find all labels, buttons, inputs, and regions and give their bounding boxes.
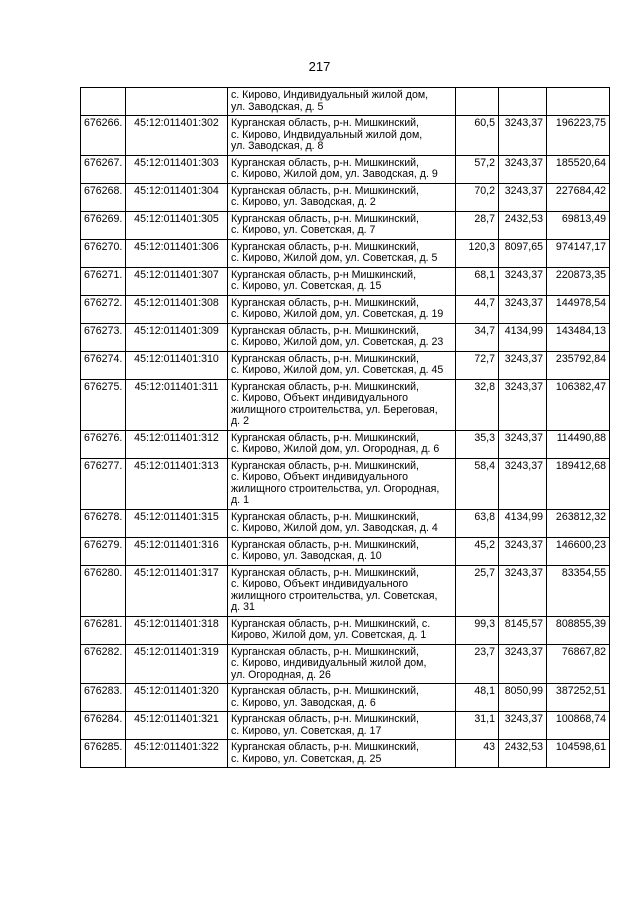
cadastral-number-cell: 45:12:011401:320 xyxy=(126,684,228,712)
address-cell xyxy=(228,565,456,616)
address-line: с. Кирово, Жилой дом, ул. Советская, д. 45 xyxy=(231,364,444,376)
area-cell: 31,1 xyxy=(456,712,499,740)
row-number-cell: 676278. xyxy=(81,509,126,537)
address-line: с. Кирово, Жилой дом, ул. Советская, д. 19 xyxy=(231,308,444,320)
row-number-cell: 676266. xyxy=(81,116,126,156)
area-cell: 44,7 xyxy=(456,295,499,323)
address-line: с. Кирово, Жилой дом, ул. Огородная, д. 6 xyxy=(231,443,440,455)
unit-value-cell: 8097,65 xyxy=(499,239,547,267)
cadastral-number-cell: 45:12:011401:306 xyxy=(126,239,228,267)
area-cell: 63,8 xyxy=(456,509,499,537)
cadastral-number-cell: 45:12:011401:316 xyxy=(126,537,228,565)
cadastral-value-cell: 196223,75 xyxy=(547,116,610,156)
address-line: Курганская область, р-н. Мишкинский, xyxy=(231,117,419,129)
row-number-cell xyxy=(81,88,126,116)
address-cell xyxy=(228,239,456,267)
cadastral-value-cell xyxy=(547,88,610,116)
cadastral-value-cell: 143484,13 xyxy=(547,323,610,351)
row-number-cell: 676268. xyxy=(81,183,126,211)
table-row xyxy=(81,295,610,323)
cadastral-value-cell: 83354,55 xyxy=(547,565,610,616)
address-cell xyxy=(228,684,456,712)
address-line: с. Кирово, ул. Заводская, д. 6 xyxy=(231,696,376,709)
cadastral-number-cell: 45:12:011401:322 xyxy=(126,740,228,768)
address-line: с. Кирово, Индвидуальный жилой дом, xyxy=(231,128,423,141)
cadastral-value-cell: 69813,49 xyxy=(547,211,610,239)
cadastral-number-cell: 45:12:011401:308 xyxy=(126,295,228,323)
cadastral-value-cell: 974147,17 xyxy=(547,239,610,267)
table-row xyxy=(81,458,610,509)
area-cell: 60,5 xyxy=(456,116,499,156)
address-line: Курганская область, р-н. Мишкинский, с. xyxy=(231,617,431,630)
address-line: с. Кирово, Объект индивидуального xyxy=(231,392,408,404)
table-row xyxy=(81,565,610,616)
address-cell xyxy=(228,211,456,239)
address-line: Курганская область, р-н. Мишкинский, xyxy=(231,156,419,169)
row-number-cell: 676271. xyxy=(81,267,126,295)
cadastral-value-cell: 189412,68 xyxy=(547,458,610,509)
address-line: Курганская область, р-н. Мишкинский, xyxy=(231,459,419,472)
address-line: жилищного строительства, ул. Береговая, xyxy=(231,403,438,416)
address-line: ул. Заводская, д. 5 xyxy=(231,100,324,113)
row-number-cell: 676276. xyxy=(81,430,126,458)
cadastral-number-cell: 45:12:011401:318 xyxy=(126,616,228,644)
cadastral-number-cell: 45:12:011401:307 xyxy=(126,267,228,295)
unit-value-cell: 3243,37 xyxy=(499,155,547,183)
area-cell: 45,2 xyxy=(456,537,499,565)
address-line: с. Кирово, ул. Советская, д. 17 xyxy=(231,724,382,737)
row-number-cell: 676281. xyxy=(81,616,126,644)
table-row xyxy=(81,430,610,458)
area-cell: 34,7 xyxy=(456,323,499,351)
address-cell xyxy=(228,379,456,430)
row-number-cell: 676284. xyxy=(81,712,126,740)
unit-value-cell: 8145,57 xyxy=(499,616,547,644)
cadastral-value-cell: 227684,42 xyxy=(547,183,610,211)
cadastral-number-cell: 45:12:011401:303 xyxy=(126,155,228,183)
address-cell xyxy=(228,740,456,768)
table-row xyxy=(81,351,610,379)
area-cell: 72,7 xyxy=(456,351,499,379)
address-line: с. Кирово, ул. Заводская, д. 2 xyxy=(231,196,376,208)
address-cell xyxy=(228,644,456,684)
cadastral-number-cell: 45:12:011401:311 xyxy=(126,379,228,430)
cadastral-value-cell: 106382,47 xyxy=(547,379,610,430)
cadastral-value-cell: 263812,32 xyxy=(547,509,610,537)
cadastral-number-cell: 45:12:011401:302 xyxy=(126,116,228,156)
unit-value-cell: 3243,37 xyxy=(499,537,547,565)
area-cell: 99,3 xyxy=(456,616,499,644)
unit-value-cell: 3243,37 xyxy=(499,267,547,295)
row-number-cell: 676283. xyxy=(81,684,126,712)
address-cell xyxy=(228,430,456,458)
unit-value-cell: 3243,37 xyxy=(499,351,547,379)
address-line: Курганская область, р-н Мишкинский, xyxy=(231,268,417,281)
cadastral-value-cell: 104598,61 xyxy=(547,740,610,768)
cadastral-number-cell: 45:12:011401:305 xyxy=(126,211,228,239)
table-body xyxy=(81,88,610,768)
area-cell: 68,1 xyxy=(456,267,499,295)
address-line: Курганская область, р-н. Мишкинский, xyxy=(231,296,419,309)
table-row xyxy=(81,537,610,565)
cadastral-value-cell: 387252,51 xyxy=(547,684,610,712)
address-line: с. Кирово, индивидуальный жилой дом, xyxy=(231,657,427,669)
unit-value-cell: 4134,99 xyxy=(499,509,547,537)
cadastral-number-cell xyxy=(126,88,228,116)
address-line: Кирово, Жилой дом, ул. Советская, д. 1 xyxy=(231,629,427,641)
address-line: с. Кирово, ул. Советская, д. 15 xyxy=(231,280,382,292)
unit-value-cell: 3243,37 xyxy=(499,458,547,509)
row-number-cell: 676273. xyxy=(81,323,126,351)
address-cell xyxy=(228,537,456,565)
address-line: с. Кирово, Жилой дом, ул. Советская, д. 5 xyxy=(231,252,438,264)
unit-value-cell: 3243,37 xyxy=(499,712,547,740)
address-line: Курганская область, р-н. Мишкинский, xyxy=(231,645,419,658)
area-cell: 23,7 xyxy=(456,644,499,684)
address-line: с. Кирово, Объект индивидуального xyxy=(231,578,408,590)
address-line: Курганская область, р-н. Мишкинский, xyxy=(231,685,419,697)
unit-value-cell: 3243,37 xyxy=(499,644,547,684)
row-number-cell: 676274. xyxy=(81,351,126,379)
area-cell: 43 xyxy=(456,740,499,768)
table-row xyxy=(81,644,610,684)
address-line: с. Кирово, Жилой дом, ул. Заводская, д. 9 xyxy=(231,168,438,180)
address-line: с. Кирово, Объект индивидуального xyxy=(231,471,408,483)
table-row xyxy=(81,116,610,156)
table-row xyxy=(81,211,610,239)
unit-value-cell: 8050,99 xyxy=(499,684,547,712)
area-cell xyxy=(456,88,499,116)
address-cell xyxy=(228,509,456,537)
cadastral-value-cell: 146600,23 xyxy=(547,537,610,565)
area-cell: 28,7 xyxy=(456,211,499,239)
address-line: д. 1 xyxy=(231,494,249,506)
table-row xyxy=(81,323,610,351)
table-row xyxy=(81,740,610,768)
cadastral-value-cell: 76867,82 xyxy=(547,644,610,684)
address-cell xyxy=(228,155,456,183)
cadastral-value-cell: 220873,35 xyxy=(547,267,610,295)
unit-value-cell: 3243,37 xyxy=(499,116,547,156)
address-line: Курганская область, р-н. Мишкинский, xyxy=(231,713,419,725)
address-line: жилищного строительства, ул. Огородная, xyxy=(231,482,440,495)
address-line: с. Кирово, Индивидуальный жилой дом, xyxy=(231,89,429,101)
cadastral-number-cell: 45:12:011401:317 xyxy=(126,565,228,616)
address-cell xyxy=(228,88,456,116)
address-line: Курганская область, р-н. Мишкинский, xyxy=(231,741,419,753)
cadastral-value-cell: 185520,64 xyxy=(547,155,610,183)
address-line: Курганская область, р-н. Мишкинский, xyxy=(231,324,419,337)
table-row xyxy=(81,183,610,211)
cadastral-number-cell: 45:12:011401:321 xyxy=(126,712,228,740)
address-line: Курганская область, р-н. Мишкинский, xyxy=(231,240,419,253)
area-cell: 120,3 xyxy=(456,239,499,267)
address-cell xyxy=(228,712,456,740)
row-number-cell: 676267. xyxy=(81,155,126,183)
row-number-cell: 676270. xyxy=(81,239,126,267)
area-cell: 48,1 xyxy=(456,684,499,712)
unit-value-cell: 3243,37 xyxy=(499,565,547,616)
cadastral-value-cell: 114490,88 xyxy=(547,430,610,458)
table-row xyxy=(81,267,610,295)
unit-value-cell: 3243,37 xyxy=(499,430,547,458)
table-row xyxy=(81,239,610,267)
unit-value-cell xyxy=(499,88,547,116)
unit-value-cell: 3243,37 xyxy=(499,183,547,211)
address-line: с. Кирово, ул. Заводская, д. 10 xyxy=(231,550,382,562)
area-cell: 57,2 xyxy=(456,155,499,183)
address-line: с. Кирово, ул. Советская, д. 25 xyxy=(231,752,382,765)
row-number-cell: 676269. xyxy=(81,211,126,239)
address-cell xyxy=(228,116,456,156)
row-number-cell: 676285. xyxy=(81,740,126,768)
row-number-cell: 676277. xyxy=(81,458,126,509)
cadastral-number-cell: 45:12:011401:309 xyxy=(126,323,228,351)
address-line: Курганская область, р-н. Мишкинский, xyxy=(231,431,419,444)
address-line: Курганская область, р-н. Мишкинский, xyxy=(231,352,419,365)
cadastral-value-table xyxy=(80,87,610,768)
table-row xyxy=(81,379,610,430)
table-row xyxy=(81,684,610,712)
cadastral-number-cell: 45:12:011401:319 xyxy=(126,644,228,684)
cadastral-number-cell: 45:12:011401:315 xyxy=(126,509,228,537)
row-number-cell: 676282. xyxy=(81,644,126,684)
area-cell: 70,2 xyxy=(456,183,499,211)
address-line: Курганская область, р-н. Мишкинский, xyxy=(231,510,419,523)
area-cell: 25,7 xyxy=(456,565,499,616)
address-line: Курганская область, р-н. Мишкинский, xyxy=(231,212,419,225)
table-row xyxy=(81,155,610,183)
address-cell xyxy=(228,458,456,509)
address-cell xyxy=(228,183,456,211)
table-row xyxy=(81,712,610,740)
cadastral-number-cell: 45:12:011401:313 xyxy=(126,458,228,509)
address-line: Курганская область, р-н. Мишкинский, xyxy=(231,538,419,551)
cadastral-number-cell: 45:12:011401:310 xyxy=(126,351,228,379)
address-line: Курганская область, р-н. Мишкинский, xyxy=(231,184,419,197)
cadastral-value-cell: 100868,74 xyxy=(547,712,610,740)
address-cell xyxy=(228,616,456,644)
unit-value-cell: 2432,53 xyxy=(499,211,547,239)
table-row xyxy=(81,616,610,644)
address-line: Курганская область, р-н. Мишкинский, xyxy=(231,380,419,393)
address-line: д. 31 xyxy=(231,601,255,613)
table-row xyxy=(81,88,610,116)
cadastral-number-cell: 45:12:011401:312 xyxy=(126,430,228,458)
area-cell: 35,3 xyxy=(456,430,499,458)
address-cell xyxy=(228,295,456,323)
address-cell xyxy=(228,351,456,379)
unit-value-cell: 4134,99 xyxy=(499,323,547,351)
address-line: жилищного строительства, ул. Советская, xyxy=(231,589,438,602)
address-cell xyxy=(228,323,456,351)
cadastral-number-cell: 45:12:011401:304 xyxy=(126,183,228,211)
address-line: Курганская область, р-н. Мишкинский, xyxy=(231,566,419,579)
row-number-cell: 676275. xyxy=(81,379,126,430)
row-number-cell: 676272. xyxy=(81,295,126,323)
unit-value-cell: 3243,37 xyxy=(499,379,547,430)
cadastral-value-cell: 235792,84 xyxy=(547,351,610,379)
address-line: с. Кирово, Жилой дом, ул. Заводская, д. 4 xyxy=(231,522,438,534)
row-number-cell: 676279. xyxy=(81,537,126,565)
cadastral-value-cell: 808855,39 xyxy=(547,616,610,644)
address-cell xyxy=(228,267,456,295)
cadastral-value-cell: 144978,54 xyxy=(547,295,610,323)
address-line: с. Кирово, ул. Советская, д. 7 xyxy=(231,224,376,236)
area-cell: 32,8 xyxy=(456,379,499,430)
address-line: ул. Заводская, д. 8 xyxy=(231,140,324,152)
row-number-cell: 676280. xyxy=(81,565,126,616)
unit-value-cell: 2432,53 xyxy=(499,740,547,768)
page-number: 217 xyxy=(308,59,331,74)
address-line: с. Кирово, Жилой дом, ул. Советская, д. 23 xyxy=(231,336,444,348)
table-row xyxy=(81,509,610,537)
area-cell: 58,4 xyxy=(456,458,499,509)
unit-value-cell: 3243,37 xyxy=(499,295,547,323)
address-line: ул. Огородная, д. 26 xyxy=(231,668,331,681)
address-line: д. 2 xyxy=(231,415,249,427)
